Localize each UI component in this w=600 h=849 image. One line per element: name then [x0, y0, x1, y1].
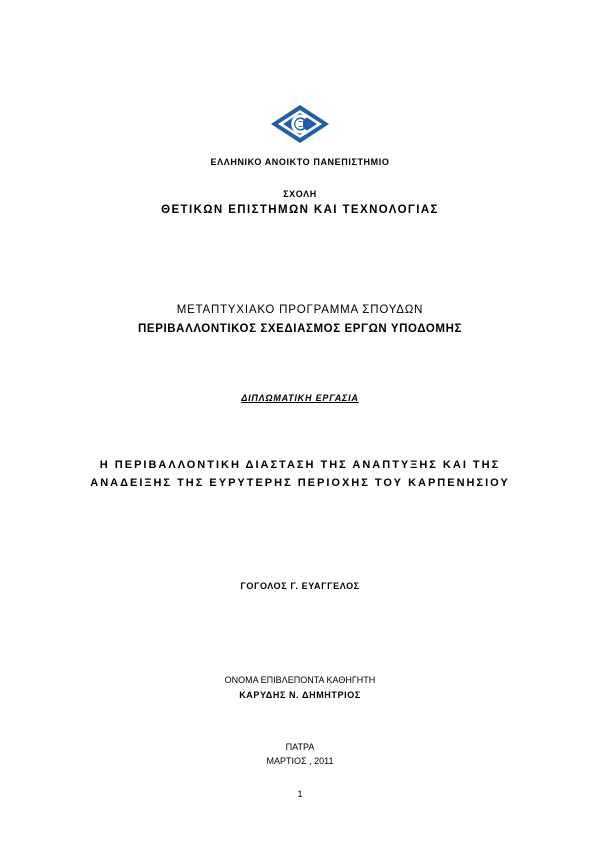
page-number: 1 [297, 789, 303, 799]
thesis-title-line-2: ΑΝΑΔΕΙΞΗΣ ΤΗΣ ΕΥΡΥΤΕΡΗΣ ΠΕΡΙΟΧΗΣ ΤΟΥ ΚΑΡΠΕΝΗΣΙΟΥ [90, 477, 510, 489]
document-type: ΔΙΠΛΩΜΑΤΙΚΗ ΕΡΓΑΣΙΑ [241, 393, 359, 403]
program-label: ΜΕΤΑΠΤΥΧΙΑΚΟ ΠΡΟΓΡΑΜΜΑ ΣΠΟΥΔΩΝ [176, 304, 424, 316]
school-name: ΘΕΤΙΚΩΝ ΕΠΙΣΤΗΜΩΝ ΚΑΙ ΤΕΧΝΟΛΟΓΙΑΣ [161, 204, 439, 216]
program-name: ΠΕΡΙΒΑΛΛΟΝΤΙΚΟΣ ΣΧΕΔΙΑΣΜΟΣ ΕΡΓΩΝ ΥΠΟΔΟΜΗΣ [138, 323, 462, 335]
university-logo-icon [270, 104, 330, 144]
supervisor-label: ΟΝΟΜΑ ΕΠΙΒΛΕΠΟΝΤΑ ΚΑΘΗΓΗΤΗ [224, 675, 376, 685]
school-label: ΣΧΟΛΗ [283, 189, 317, 199]
institution-name: ΕΛΛΗΝΙΚΟ ΑΝΟΙΚΤΟ ΠΑΝΕΠΙΣΤΗΜΙΟ [210, 157, 390, 167]
date: ΜΑΡΤΙΟΣ , 2011 [266, 756, 334, 766]
author-name: ΓΟΓΟΛΟΣ Γ. ΕΥΑΓΓΕΛΟΣ [240, 581, 360, 591]
city: ΠΑΤΡΑ [285, 742, 315, 752]
supervisor-name: ΚΑΡΥΔΗΣ Ν. ΔΗΜΗΤΡΙΟΣ [239, 690, 361, 700]
thesis-title-line-1: Η ΠΕΡΙΒΑΛΛΟΝΤΙΚΗ ΔΙΑΣΤΑΣΗ ΤΗΣ ΑΝΑΠΤΥΞΗΣ ΚΑΙ ΤΗΣ [99, 459, 501, 471]
